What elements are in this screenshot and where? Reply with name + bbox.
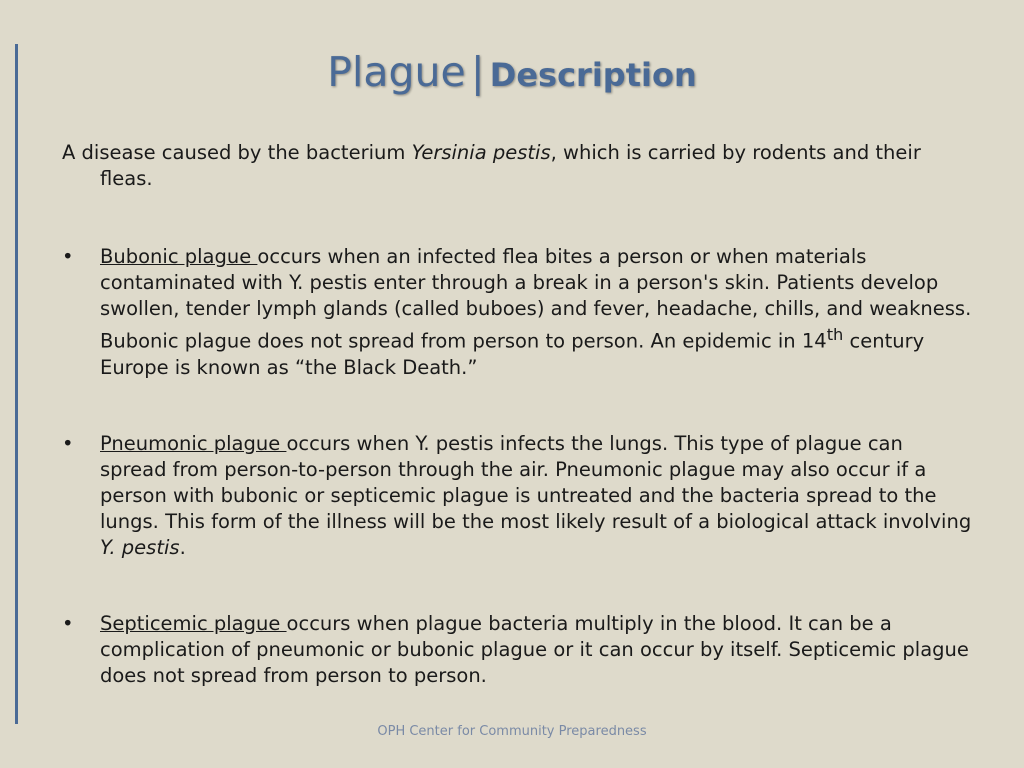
- bullet-term-bubonic: Bubonic plague: [100, 245, 258, 268]
- bullet-term-septicemic: Septicemic plague: [100, 611, 287, 635]
- bullet-septicemic: [62, 611, 972, 689]
- intro-paragraph: [62, 140, 972, 192]
- intro-species-name: Yersinia pestis: [411, 141, 551, 164]
- left-accent-rule: [15, 44, 18, 724]
- slide-title: [0, 48, 1024, 96]
- bullet-marker: •: [62, 245, 74, 268]
- bullet-text-pneumonic-end: .: [179, 535, 186, 559]
- bullet-term-pneumonic: Pneumonic plague: [100, 431, 287, 455]
- title-subtitle: Description: [489, 56, 697, 94]
- bullet-bubonic: [62, 244, 972, 381]
- bullet-text-pneumonic: occurs when Y. pestis infects the lungs. This type of plague can spread from person-to-person through the air. Pneumonic plague may also occur if a person with bubonic or septicemic plague is untreated and the bacteria spread to the lungs. This form of the illness will be the most likely result of a biological attack involving: [100, 431, 972, 533]
- bullet-text-bubonic-end: century Europe is known as “the Black Death.”: [100, 329, 925, 379]
- bullet-marker: •: [62, 431, 74, 455]
- footer-credit: OPH Center for Community Preparedness: [377, 724, 647, 739]
- intro-text-after: , which is carried by rodents and their fleas.: [100, 141, 921, 190]
- superscript-th: th: [826, 325, 844, 344]
- bullet-text-septicemic: occurs when plague bacteria multiply in the blood. It can be a complication of pneumonic or bubonic plague or it can occur by itself. Septicemic plague does not spread from person to person.: [100, 611, 969, 687]
- intro-text-before: A disease caused by the bacterium: [62, 141, 412, 164]
- bullet-marker: •: [62, 611, 74, 635]
- pneumonic-species-name: Y. pestis: [100, 535, 180, 559]
- bullet-pneumonic: [62, 431, 972, 561]
- bullet-text-bubonic: occurs when an infected flea bites a person or when materials contaminated with Y. pestis enter through a break in a person's skin. Patients develop swollen, tender lymph glands (called buboes) and fever, headache, chills, and weakness. Bubonic plague does not spread from person to person. An epidemic in 14: [100, 245, 972, 353]
- title-separator: |: [470, 48, 485, 96]
- title-main: Plague: [327, 48, 466, 96]
- slide-body: [62, 140, 972, 689]
